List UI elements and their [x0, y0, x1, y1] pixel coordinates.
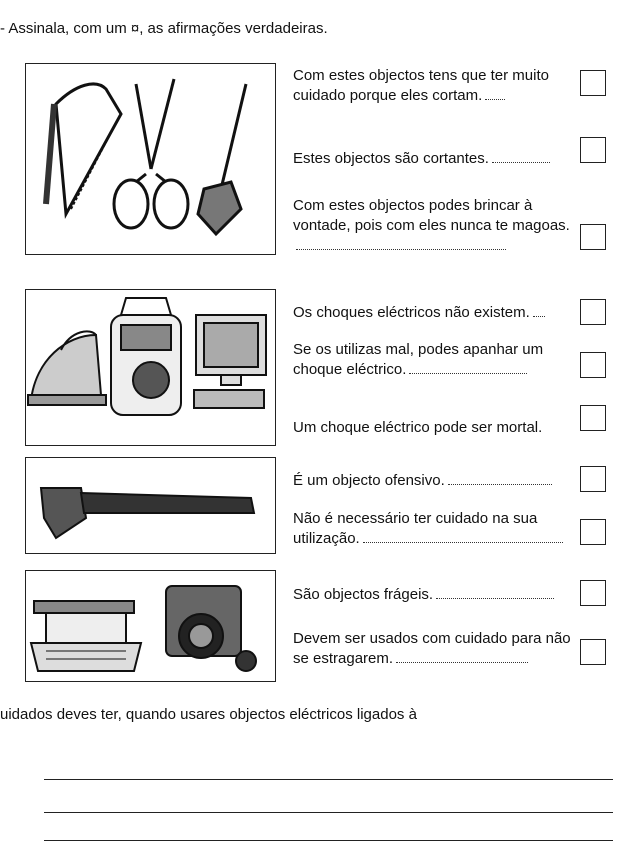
checkbox-9[interactable] [580, 580, 606, 606]
statement-5 [293, 340, 571, 380]
statement-8-text: Não é necessário ter cuidado na sua utilização. [293, 510, 538, 547]
saw-icon [46, 84, 121, 214]
checkbox-6[interactable] [580, 405, 606, 431]
checkbox-10[interactable] [580, 639, 606, 665]
saw-scissors-spatula-illustration [26, 64, 275, 254]
hammer-icon [41, 488, 254, 538]
hammer-illustration [26, 458, 275, 553]
fragile-objects-image [25, 570, 276, 682]
checkbox-7[interactable] [580, 466, 606, 492]
statement-8 [293, 509, 571, 549]
checkbox-4[interactable] [580, 299, 606, 325]
statement-2-text: Estes objectos são cortantes. [293, 150, 489, 167]
instruction-text: - Assinala, com um ¤, as afirmações verdadeiras. [0, 20, 328, 37]
camera-icon [166, 586, 256, 671]
iron-icon [28, 331, 106, 405]
statement-10-text: Devem ser usados com cuidado para não se estragarem. [293, 630, 571, 667]
statement-7-text: É um objecto ofensivo. [293, 472, 445, 489]
checkbox-1[interactable] [580, 70, 606, 96]
statement-10 [293, 629, 571, 669]
checkbox-3[interactable] [580, 224, 606, 250]
statement-9 [293, 585, 571, 605]
statement-3-text: Com estes objectos podes brincar à vontade, pois com eles nunca te magoas. [293, 197, 570, 234]
statement-5-text: Se os utilizas mal, podes apanhar um choque eléctrico. [293, 341, 544, 378]
statement-4 [293, 303, 571, 323]
answer-line-1[interactable] [44, 779, 613, 780]
radio-icon [111, 298, 181, 415]
electric-objects-image [25, 289, 276, 446]
statement-3 [293, 196, 571, 256]
typewriter-icon [31, 601, 141, 671]
scissors-icon [114, 79, 188, 228]
checkbox-8[interactable] [580, 519, 606, 545]
statement-7 [293, 471, 571, 491]
statement-2 [293, 149, 571, 169]
iron-radio-computer-illustration [26, 290, 275, 445]
typewriter-camera-illustration [26, 571, 275, 681]
question-text: uidados deves ter, quando usares objectos eléctricos ligados à [0, 706, 417, 723]
statement-1 [293, 66, 571, 106]
statement-6-text: Um choque eléctrico pode ser mortal. [293, 419, 543, 436]
answer-line-3[interactable] [44, 840, 613, 841]
computer-icon [194, 315, 266, 408]
statement-6 [293, 418, 571, 438]
statement-9-text: São objectos frágeis. [293, 586, 434, 603]
checkbox-2[interactable] [580, 137, 606, 163]
checkbox-5[interactable] [580, 352, 606, 378]
answer-line-2[interactable] [44, 812, 613, 813]
hammer-image [25, 457, 276, 554]
spatula-icon [198, 84, 246, 234]
cutting-objects-image [25, 63, 276, 255]
statement-1-text: Com estes objectos tens que ter muito cuidado porque eles cortam. [293, 67, 549, 104]
statement-4-text: Os choques eléctricos não existem. [293, 304, 530, 321]
